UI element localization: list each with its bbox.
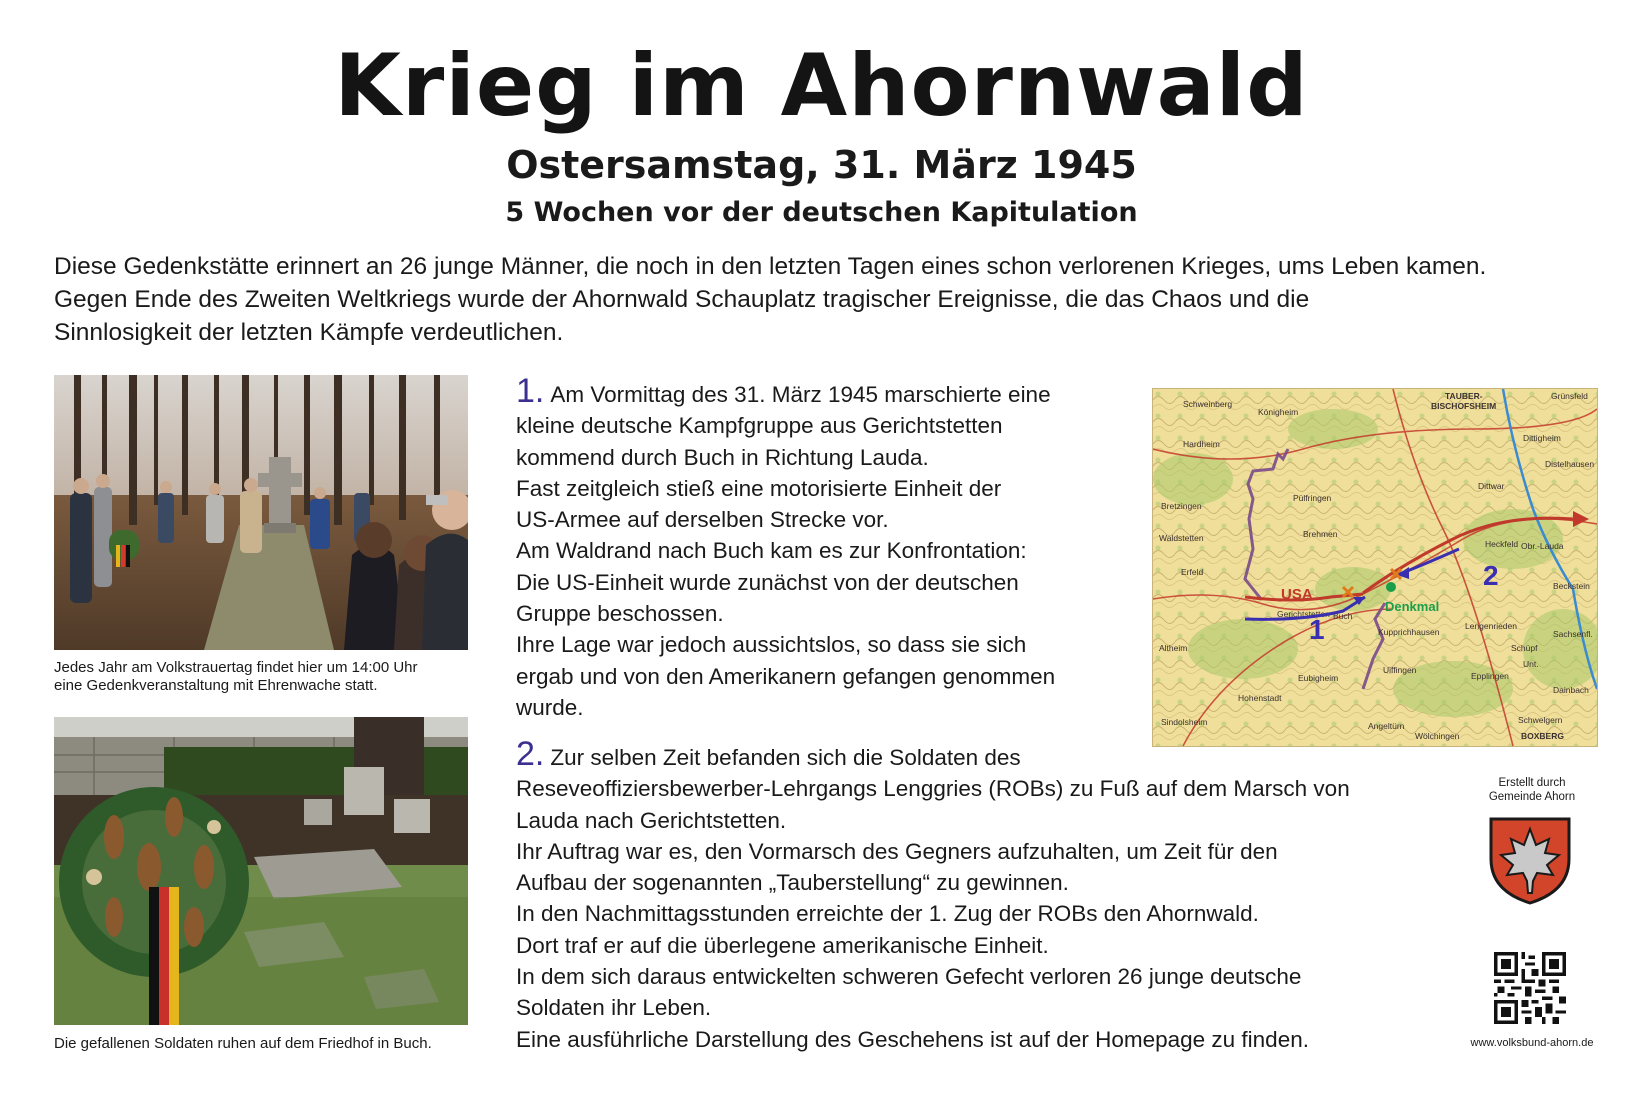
svg-text:Hohenstadt: Hohenstadt (1238, 693, 1282, 703)
ceremony-caption (54, 659, 474, 695)
svg-text:Dittigheim: Dittigheim (1523, 433, 1561, 443)
section-1-line: 1. Am Vormittag des 31. März 1945 marschierte eine (516, 372, 1051, 410)
credit-line: Erstellt durch (1498, 777, 1566, 789)
svg-text:Distelhausen: Distelhausen (1545, 459, 1595, 469)
section-1-line: Gruppe beschossen. (516, 601, 724, 627)
svg-text:Beckstein: Beckstein (1553, 581, 1590, 591)
svg-text:Hardheim: Hardheim (1183, 439, 1220, 449)
svg-text:Obr.-Lauda: Obr.-Lauda (1521, 541, 1564, 551)
svg-text:Schwelgern: Schwelgern (1518, 715, 1563, 725)
map-label-2: 2 (1483, 560, 1499, 591)
svg-text:Wölchingen: Wölchingen (1415, 731, 1460, 741)
intro-text (54, 250, 1614, 349)
svg-text:Pülfringen: Pülfringen (1293, 493, 1332, 503)
map-label-denkmal: Denkmal (1385, 599, 1440, 614)
page-tagline: 5 Wochen vor der deutschen Kapitulation (505, 197, 1138, 228)
svg-text:Kupprichhausen: Kupprichhausen (1378, 627, 1440, 637)
section-2-line: In den Nachmittagsstunden erreichte der 1. Zug der ROBs den Ahornwald. (516, 901, 1259, 927)
area-map (1152, 388, 1598, 747)
svg-text:Sindolsheim: Sindolsheim (1161, 717, 1208, 727)
section-2-line: 2. Zur selben Zeit befanden sich die Soldaten des (516, 735, 1021, 773)
svg-text:Erfeld: Erfeld (1181, 567, 1204, 577)
svg-text:Waldstetten: Waldstetten (1159, 533, 1204, 543)
ceremony-photo (54, 375, 468, 650)
cemetery-caption: Die gefallenen Soldaten ruhen auf dem Friedhof in Buch. (54, 1035, 432, 1052)
svg-text:Dainbach: Dainbach (1553, 685, 1589, 695)
svg-text:Epplingen: Epplingen (1471, 671, 1509, 681)
svg-text:Bretzingen: Bretzingen (1161, 501, 1202, 511)
homepage-url[interactable]: www.volksbund-ahorn.de (1470, 1037, 1594, 1049)
svg-text:Gerichtstetten: Gerichtstetten (1277, 609, 1330, 619)
section-1-line: kleine deutsche Kampfgruppe aus Gerichtstetten (516, 413, 1003, 439)
svg-text:Lengenrieden: Lengenrieden (1465, 621, 1517, 631)
svg-text:Buch: Buch (1333, 611, 1353, 621)
svg-text:BOXBERG: BOXBERG (1521, 731, 1564, 741)
section-2-line: Soldaten ihr Leben. (516, 995, 712, 1021)
svg-text:Unt.: Unt. (1523, 659, 1539, 669)
map-label-1: 1 (1309, 614, 1325, 645)
section-2-line: Aufbau der sogenannten „Tauberstellung“ zu gewinnen. (516, 870, 1069, 896)
section-2-line: Reseveoffiziersbewerber-Lehrgangs Lenggries (ROBs) zu Fuß auf dem Marsch von (516, 776, 1350, 802)
memorial-dot-icon (1386, 582, 1396, 592)
caption-line: Jedes Jahr am Volkstrauertag findet hier um 14:00 Uhr (54, 659, 418, 676)
section-1 (516, 372, 1056, 723)
svg-text:Eubigheim: Eubigheim (1298, 673, 1339, 683)
map-label-usa: USA (1281, 586, 1313, 603)
svg-text:Grünsfeld: Grünsfeld (1551, 391, 1588, 401)
intro-line: Sinnlosigkeit der letzten Kämpfe verdeutlichen. (54, 319, 564, 346)
section-1-line: Fast zeitgleich stieß eine motorisierte Einheit der (516, 475, 1002, 501)
svg-text:BISCHOFSHEIM: BISCHOFSHEIM (1431, 401, 1497, 411)
section-1-line: Am Waldrand nach Buch kam es zur Konfrontation: (516, 538, 1027, 564)
section-1-line: Ihre Lage war jedoch aussichtslos, so dass sie sich (516, 632, 1027, 658)
page-title: Krieg im Ahornwald (334, 36, 1309, 136)
section-2-line: Lauda nach Gerichtstetten. (516, 807, 787, 833)
svg-text:TAUBER-: TAUBER- (1445, 391, 1483, 401)
ahorn-crest-icon (1487, 815, 1573, 910)
intro-line: Gegen Ende des Zweiten Weltkriegs wurde der Ahornwald Schauplatz tragischer Ereignisse, die das Chaos und die (54, 286, 1310, 313)
svg-text:Schweinberg: Schweinberg (1183, 399, 1233, 409)
page-subtitle: Ostersamstag, 31. März 1945 (506, 143, 1137, 187)
caption-line: eine Gedenkveranstaltung mit Ehrenwache statt. (54, 677, 378, 694)
section-1-line: ergab und von den Amerikanern gefangen genommen (516, 663, 1056, 689)
section-2-line: Eine ausführliche Darstellung des Geschehens ist auf der Homepage zu finden. (516, 1026, 1309, 1052)
svg-text:Sachsenfl.: Sachsenfl. (1553, 629, 1593, 639)
section-1-number: 1. (516, 372, 545, 410)
cemetery-photo (54, 717, 468, 1025)
svg-text:Brehmen: Brehmen (1303, 529, 1338, 539)
section-2-line: Ihr Auftrag war es, den Vormarsch des Gegners aufzuhalten, um Zeit für den (516, 838, 1278, 864)
svg-text:Königheim: Königheim (1258, 407, 1299, 417)
svg-text:Dittwar: Dittwar (1478, 481, 1505, 491)
section-1-line: Die US-Einheit wurde zunächst von der deutschen (516, 569, 1019, 595)
svg-text:Uiffingen: Uiffingen (1383, 665, 1417, 675)
section-1-line: kommend durch Buch in Richtung Lauda. (516, 444, 929, 470)
intro-line: Diese Gedenkstätte erinnert an 26 junge Männer, die noch in den letzten Tagen eines schon verlorenen Krieges, ums Leben kamen. (54, 253, 1487, 280)
section-2-line: In dem sich daraus entwickelten schweren Gefecht verloren 26 junge deutsche (516, 964, 1302, 990)
section-2-line: Dort traf er auf die überlegene amerikanische Einheit. (516, 932, 1049, 958)
section-2-number: 2. (516, 735, 545, 773)
section-1-line: US-Armee auf derselben Strecke vor. (516, 507, 889, 533)
svg-text:Schüpf: Schüpf (1511, 643, 1538, 653)
credit-line: Gemeinde Ahorn (1488, 791, 1576, 803)
qr-code-icon (1494, 952, 1566, 1029)
svg-text:Angeltürn: Angeltürn (1368, 721, 1405, 731)
svg-text:Altheim: Altheim (1159, 643, 1188, 653)
section-2 (516, 735, 1350, 1055)
credit-text (1447, 776, 1617, 804)
svg-text:Heckfeld: Heckfeld (1485, 539, 1519, 549)
section-1-line: wurde. (516, 694, 584, 720)
